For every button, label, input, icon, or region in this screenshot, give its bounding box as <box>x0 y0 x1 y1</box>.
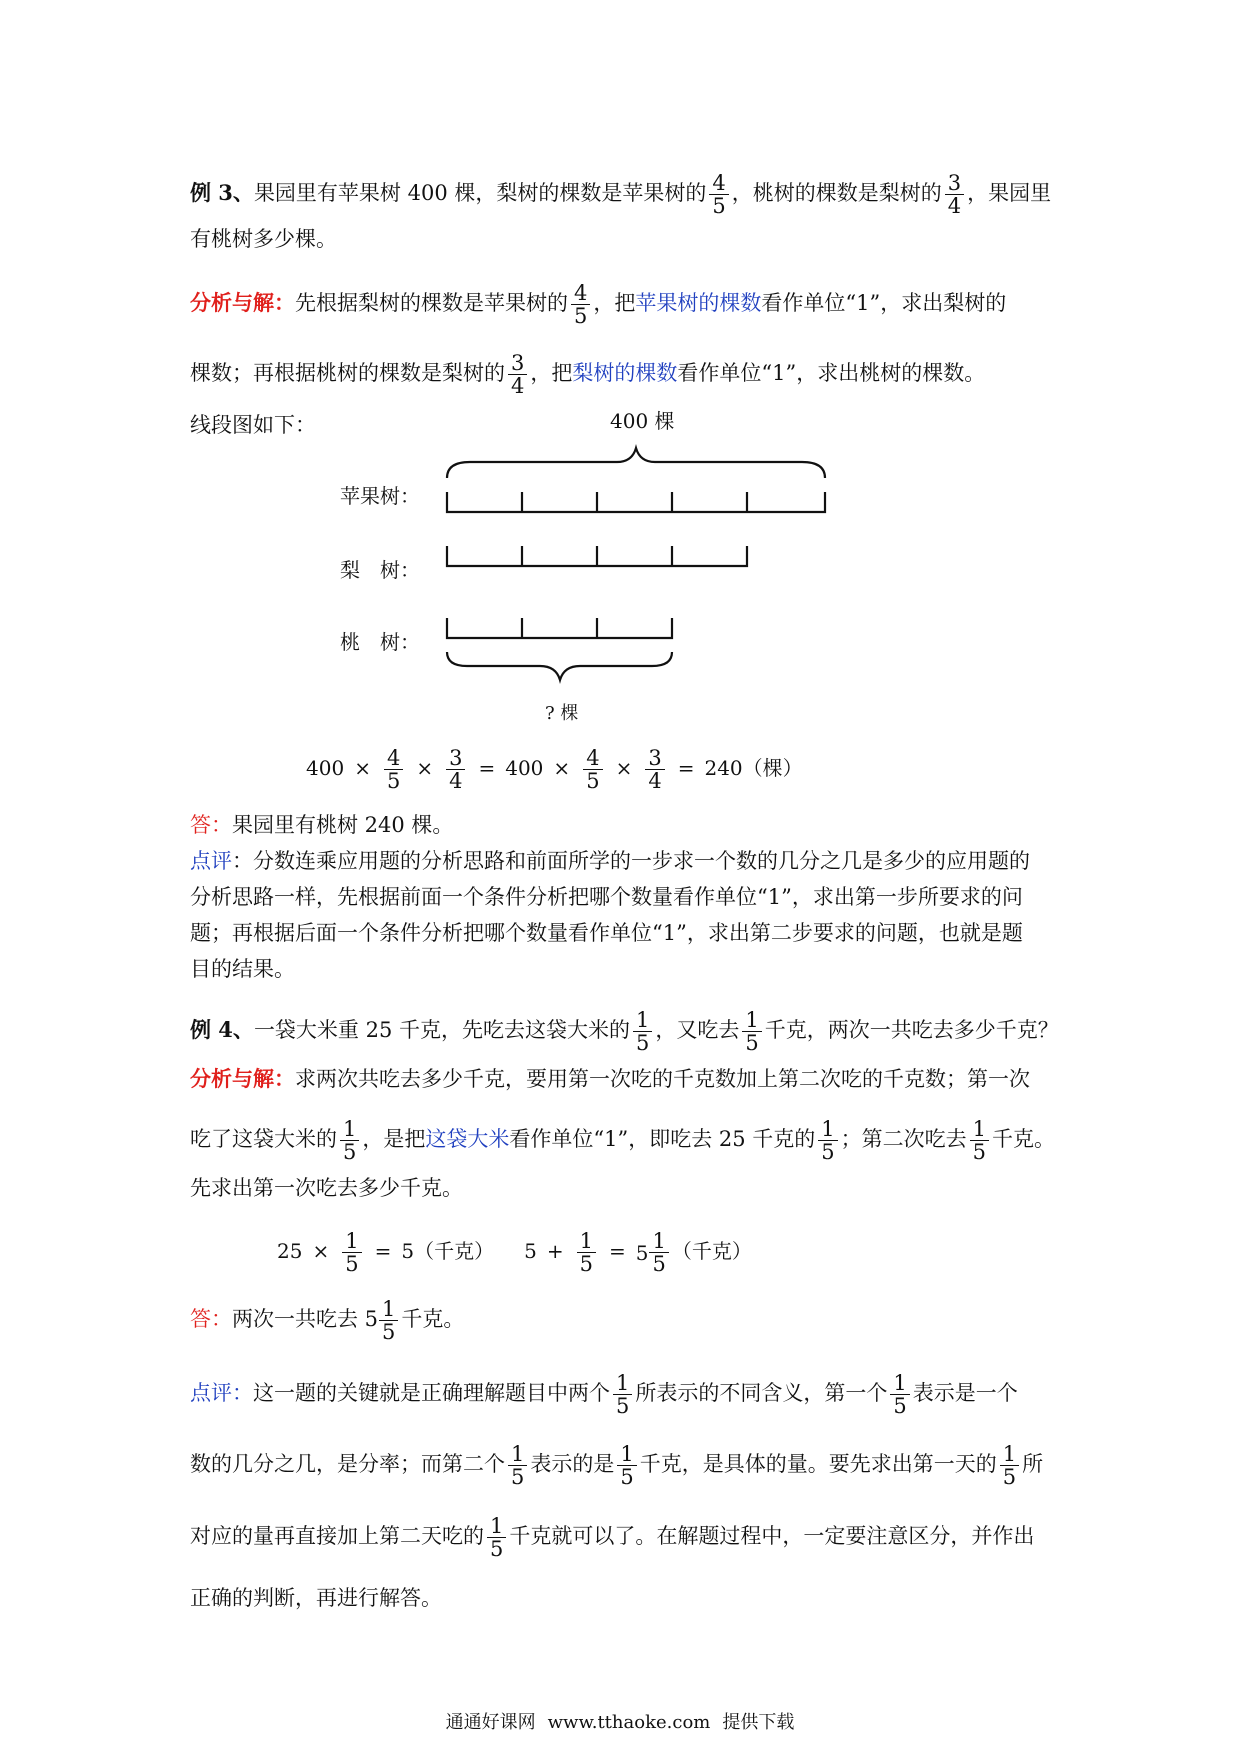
ex4-answer: 答：两次一共吃去 5 $\frac{1}{5}$ 千克。 <box>190 1297 465 1344</box>
brace-top <box>447 448 825 478</box>
diagram-row-apple-label: 苹果树： <box>340 484 420 508</box>
ex4-comment-line2: 数的几分之几，是分率；而第二个 $\frac{1}{5}$ 表示的是 $\frac{1}{5}$ 千克，是具体的量。要先求出第一天的 $\frac{1}{5}$ 所 <box>190 1442 1044 1489</box>
segment-pear <box>447 546 747 566</box>
comment-label: 点评 <box>190 849 232 873</box>
highlight-rice-bag: 这袋大米 <box>425 1127 510 1151</box>
footer-suffix: 提供下载 <box>722 1712 795 1733</box>
ex3-analysis-line1: 分析与解：先根据梨树的棵数是苹果树的 $\frac{4}{5}$ ，把苹果树的棵数看作单位“1”，求出梨树的 <box>190 281 1007 328</box>
ex4-question: 例 4、一袋大米重 25 千克，先吃去这袋大米的 $\frac{1}{5}$ ，又吃去 $\frac{1}{5}$ 千克，两次一共吃去多少千克？ <box>190 1008 1059 1055</box>
fraction-3-4: $\frac{3}{4}$ <box>645 747 664 792</box>
segment-apple <box>447 492 825 512</box>
fraction-1-5: $\frac{1}{5}$ <box>342 1230 361 1275</box>
ex3-analysis-line2: 棵数；再根据桃树的棵数是梨树的 $\frac{3}{4}$ ，把梨树的棵数看作单位“1”，求出桃树的棵数。 <box>190 351 986 398</box>
fraction-4-5: $\frac{4}{5}$ <box>709 172 728 217</box>
fraction-3-4: $\frac{3}{4}$ <box>508 352 527 397</box>
ex4-label: 例 4、 <box>190 1017 254 1042</box>
ex4-comment-line3: 对应的量再直接加上第二天吃的 $\frac{1}{5}$ 千克就可以了。在解题过程中，一定要注意区分，并作出 <box>190 1514 1035 1561</box>
diagram-intro: 线段图如下： <box>190 413 316 437</box>
fraction-1-5: $\frac{1}{5}$ <box>742 1009 761 1054</box>
ex3-equation: 400 × $\frac{4}{5}$ × $\frac{3}{4}$ = 400 × $\frac{4}{5}$ × $\frac{3}{4}$ = 240（棵） <box>306 746 803 793</box>
ex3-comment-line4: 目的结果。 <box>190 957 295 981</box>
fraction-1-5: $\frac{1}{5}$ <box>613 1372 632 1417</box>
ex4-analysis-line1: 分析与解：求两次共吃去多少千克，要用第一次吃的千克数加上第二次吃的千克数；第一次 <box>190 1066 1030 1091</box>
ex4-comment-line4: 正确的判断，再进行解答。 <box>190 1586 442 1610</box>
fraction-1-5: $\frac{1}{5}$ <box>577 1230 596 1275</box>
fraction-1-5: $\frac{1}{5}$ <box>340 1118 359 1163</box>
ex4-analysis-line3: 先求出第一次吃去多少千克。 <box>190 1176 463 1200</box>
diagram-top-label: 400 棵 <box>610 409 675 433</box>
ex3-question-line2: 有桃树多少棵。 <box>190 227 337 251</box>
diagram-row-peach-label: 桃 树： <box>340 630 420 654</box>
fraction-1-5: $\frac{1}{5}$ <box>633 1009 652 1054</box>
highlight-pear-count: 梨树的棵数 <box>572 361 678 385</box>
ex3-answer: 答：果园里有桃树 240 棵。 <box>190 813 454 837</box>
ex3-comment-line1: 点评：分数连乘应用题的分析思路和前面所学的一步求一个数的几分之几是多少的应用题的 <box>190 849 1030 873</box>
ex3-question-line1: 例 3、果园里有苹果树 400 棵，梨树的棵数是苹果树的 $\frac{4}{5}$ ，桃树的棵数是梨树的 $\frac{3}{4}$ ，果园里 <box>190 171 1052 218</box>
page-footer <box>0 1708 1240 1734</box>
fraction-4-5: $\frac{4}{5}$ <box>583 747 602 792</box>
fraction-1-5: $\frac{1}{5}$ <box>970 1118 989 1163</box>
fraction-1-5: $\frac{1}{5}$ <box>379 1298 398 1343</box>
ex4-analysis-line2: 吃了这袋大米的 $\frac{1}{5}$ ，是把这袋大米看作单位“1”，即吃去 25 千克的 $\frac{1}{5}$ ；第二次吃去 $\frac{1}{5}$ 千克。 <box>190 1117 1056 1164</box>
analysis-label: 分析与解 <box>190 1066 274 1091</box>
fraction-3-4: $\frac{3}{4}$ <box>945 172 964 217</box>
brace-bottom <box>447 652 672 680</box>
diagram-svg <box>0 0 1240 760</box>
ex4-equation: 25 × $\frac{1}{5}$ = 5（千克） 5 + $\frac{1}{5}$ = 5 $\frac{1}{5}$ （千克） <box>277 1229 752 1276</box>
ex3-comment-line2: 分析思路一样，先根据前面一个条件分析把哪个数量看作单位“1”，求出第一步所要求的问 <box>190 885 1023 909</box>
analysis-label: 分析与解 <box>190 290 274 315</box>
fraction-4-5: $\frac{4}{5}$ <box>384 747 403 792</box>
ex3-label: 例 3、 <box>190 180 254 205</box>
fraction-1-5: $\frac{1}{5}$ <box>487 1515 506 1560</box>
fraction-4-5: $\frac{4}{5}$ <box>571 282 590 327</box>
comment-label: 点评： <box>190 1381 253 1405</box>
footer-site: 通通好课网 <box>445 1712 536 1733</box>
fraction-1-5: $\frac{1}{5}$ <box>1000 1443 1019 1488</box>
fraction-1-5: $\frac{1}{5}$ <box>890 1372 909 1417</box>
answer-label: 答： <box>190 813 232 837</box>
fraction-1-5: $\frac{1}{5}$ <box>508 1443 527 1488</box>
mixed-number-5-1-5: 5 $\frac{1}{5}$ <box>636 1230 672 1275</box>
highlight-apple-count: 苹果树的棵数 <box>635 291 762 315</box>
answer-label: 答： <box>190 1307 232 1331</box>
fraction-1-5: $\frac{1}{5}$ <box>617 1443 636 1488</box>
diagram-bottom-label: ? 棵 <box>545 703 579 724</box>
fraction-1-5: $\frac{1}{5}$ <box>818 1118 837 1163</box>
footer-url[interactable]: www.tthaoke.com <box>547 1712 711 1733</box>
ex3-comment-line3: 题；再根据后面一个条件分析把哪个数量看作单位“1”，求出第二步要求的问题，也就是题 <box>190 921 1023 945</box>
fraction-3-4: $\frac{3}{4}$ <box>446 747 465 792</box>
diagram-row-pear-label: 梨 树： <box>340 558 420 582</box>
segment-peach <box>447 618 672 638</box>
ex4-comment-line1: 点评：这一题的关键就是正确理解题目中两个 $\frac{1}{5}$ 所表示的不同含义，第一个 $\frac{1}{5}$ 表示是一个 <box>190 1371 1018 1418</box>
